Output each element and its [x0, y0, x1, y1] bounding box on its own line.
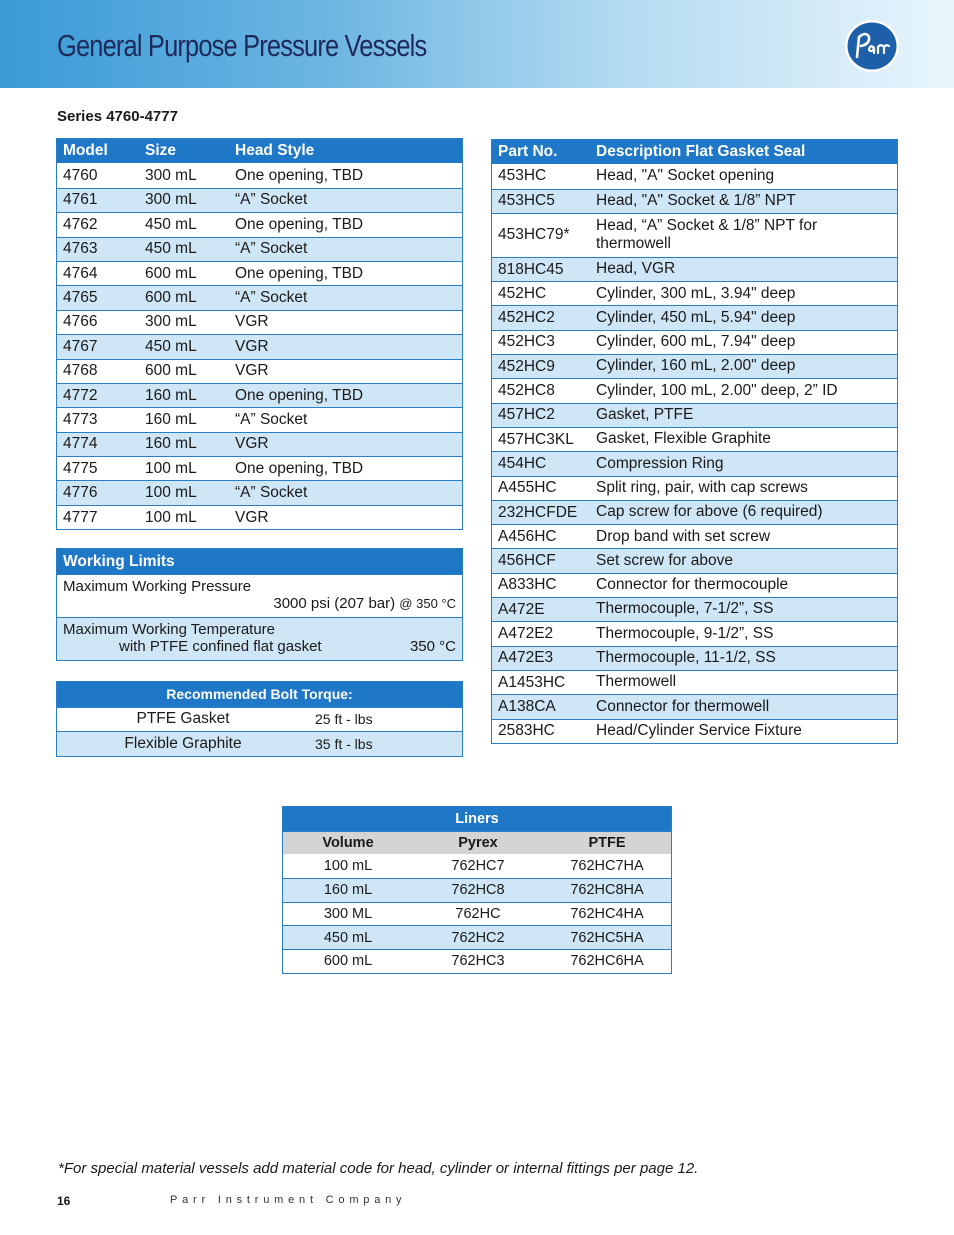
- bolt-gasket-type: Flexible Graphite: [124, 734, 242, 752]
- table-row: [57, 383, 462, 407]
- table-row: [57, 359, 462, 383]
- models-header-row: [57, 139, 462, 163]
- table-row: [57, 456, 462, 480]
- table-row: [492, 500, 897, 524]
- max-temperature-row: [57, 617, 462, 660]
- table-row: [492, 189, 897, 213]
- table-row: [57, 163, 462, 187]
- table-cell: Gasket, Flexible Graphite: [596, 430, 771, 448]
- table-row: [492, 213, 897, 257]
- table-cell: Gasket, PTFE: [596, 406, 694, 424]
- table-cell: 457HC2: [498, 406, 555, 424]
- table-row: [492, 451, 897, 475]
- liners-header: [283, 807, 671, 831]
- max-pressure-row: [57, 574, 462, 617]
- working-limits-header: [57, 549, 462, 574]
- table-row: [283, 878, 671, 902]
- table-row: [57, 480, 462, 504]
- table-cell: One opening, TBD: [235, 215, 364, 233]
- max-temperature-sub: with PTFE confined flat gasket: [119, 638, 322, 655]
- bolt-torque-value: 35 ft - lbs: [315, 735, 373, 752]
- table-cell: VGR: [235, 337, 269, 355]
- table-cell: Head/Cylinder Service Fixture: [596, 721, 802, 739]
- liners-column-row: [283, 831, 671, 855]
- table-cell: 762HC4HA: [570, 906, 644, 923]
- table-cell: 300 mL: [145, 313, 197, 331]
- table-cell: 600 mL: [145, 264, 197, 282]
- table-cell: Thermowell: [596, 673, 677, 691]
- column-header-ptfe: PTFE: [588, 835, 626, 852]
- table-cell: Cylinder, 300 mL, 3.94" deep: [596, 284, 796, 302]
- table-row: [57, 334, 462, 358]
- company-name: Parr Instrument Company: [170, 1194, 407, 1206]
- table-cell: Connector for thermowell: [596, 697, 770, 715]
- table-cell: “A” Socket: [235, 289, 308, 307]
- table-cell: “A” Socket: [235, 240, 308, 258]
- table-cell: 762HC8: [451, 882, 505, 899]
- table-cell: 4776: [63, 484, 98, 502]
- table-cell: Cap screw for above (6 required): [596, 503, 823, 521]
- table-cell: 452HC: [498, 284, 547, 302]
- table-row: [492, 646, 897, 670]
- table-cell: 452HC8: [498, 382, 555, 400]
- table-cell: Head, "A" Socket & 1/8” NPT: [596, 191, 796, 209]
- table-row: [57, 261, 462, 285]
- table-cell: 160 mL: [145, 410, 197, 428]
- table-row: [492, 694, 897, 718]
- table-row: [57, 407, 462, 431]
- max-temperature-label: Maximum Working Temperature: [63, 621, 276, 638]
- table-cell: 4772: [63, 386, 98, 404]
- table-cell: 453HC: [498, 167, 547, 185]
- table-cell: Head, VGR: [596, 260, 676, 278]
- bolt-torque-header: [57, 682, 462, 707]
- table-cell: 160 mL: [323, 882, 373, 899]
- table-row: [492, 524, 897, 548]
- table-cell: 762HC: [455, 906, 501, 923]
- table-cell: VGR: [235, 435, 269, 453]
- table-row: [57, 310, 462, 334]
- table-cell: 818HC45: [498, 260, 564, 278]
- table-cell: A455HC: [498, 479, 557, 497]
- table-cell: 4773: [63, 410, 98, 428]
- bolt-torque-table: [56, 681, 463, 757]
- table-row: [57, 212, 462, 236]
- table-cell: 762HC8HA: [570, 882, 644, 899]
- working-limits-title: Working Limits: [63, 552, 175, 570]
- table-cell: Thermocouple, 11-1/2, SS: [596, 648, 776, 666]
- table-cell: A472E2: [498, 624, 554, 642]
- table-cell: 450 mL: [145, 337, 197, 355]
- bolt-row-graphite: [57, 731, 462, 756]
- max-temperature-value: 350 °C: [409, 638, 456, 655]
- max-pressure-at: @ 350 °C: [399, 596, 456, 611]
- models-table-body: [57, 163, 462, 529]
- table-row: [492, 719, 897, 743]
- table-cell: 453HC5: [498, 192, 555, 210]
- table-cell: 453HC79*: [498, 226, 570, 244]
- table-cell: A472E: [498, 600, 545, 618]
- table-cell: 452HC9: [498, 357, 555, 375]
- table-cell: Cylinder, 100 mL, 2.00" deep, 2” ID: [596, 381, 838, 399]
- page-title: General Purpose Pressure Vessels: [57, 28, 427, 63]
- table-cell: 160 mL: [145, 435, 197, 453]
- table-cell: Cylinder, 600 mL, 7.94" deep: [596, 333, 796, 351]
- table-row: [57, 432, 462, 456]
- max-pressure-value: 3000 psi (207 bar): [273, 595, 396, 612]
- table-cell: Cylinder, 450 mL, 5.94" deep: [596, 308, 796, 326]
- table-cell: 762HC7: [451, 858, 505, 875]
- table-cell: 762HC7HA: [570, 858, 644, 875]
- table-row: [492, 378, 897, 402]
- table-row: [57, 505, 462, 529]
- column-header-description: Description Flat Gasket Seal: [596, 142, 806, 160]
- page-number: 16: [57, 1194, 71, 1208]
- table-row: [492, 164, 897, 188]
- table-row: [492, 403, 897, 427]
- table-row: [492, 427, 897, 451]
- footnote: *For special material vessels add material code for head, cylinder or internal fittings per page 12.: [58, 1160, 699, 1177]
- table-cell: 600 mL: [145, 362, 197, 380]
- table-cell: 160 mL: [145, 386, 197, 404]
- table-cell: Head, “A” Socket & 1/8” NPT for thermowell: [596, 216, 818, 253]
- table-cell: A138CA: [498, 697, 556, 715]
- table-cell: 456HCF: [498, 552, 556, 570]
- table-cell: 2583HC: [498, 722, 555, 740]
- table-cell: Connector for thermocouple: [596, 576, 789, 594]
- table-cell: “A” Socket: [235, 191, 308, 209]
- table-row: [283, 902, 671, 926]
- table-cell: 762HC3: [451, 953, 505, 970]
- table-cell: 100 mL: [145, 484, 197, 502]
- bolt-gasket-type: PTFE Gasket: [136, 710, 230, 728]
- table-cell: One opening, TBD: [235, 166, 364, 184]
- table-cell: A472E3: [498, 649, 554, 667]
- table-cell: 4775: [63, 459, 98, 477]
- table-cell: Thermocouple, 9-1/2”, SS: [596, 624, 774, 642]
- working-limits-table: [56, 548, 463, 661]
- table-row: [492, 573, 897, 597]
- table-cell: Head, "A" Socket opening: [596, 167, 775, 185]
- table-cell: 762HC5HA: [570, 929, 644, 946]
- table-row: [492, 305, 897, 329]
- table-cell: 4760: [63, 166, 98, 184]
- bolt-row-ptfe: [57, 707, 462, 732]
- table-cell: 450 mL: [323, 929, 373, 946]
- bolt-torque-value: 25 ft - lbs: [315, 711, 373, 728]
- table-cell: 452HC3: [498, 333, 555, 351]
- table-row: [283, 949, 671, 973]
- table-cell: “A” Socket: [235, 410, 308, 428]
- table-row: [492, 330, 897, 354]
- series-heading: Series 4760-4777: [57, 108, 178, 125]
- table-cell: 450 mL: [145, 240, 197, 258]
- table-cell: VGR: [235, 313, 269, 331]
- table-row: [492, 621, 897, 645]
- table-cell: 4761: [63, 191, 98, 209]
- table-cell: 4777: [63, 508, 98, 526]
- max-pressure-value-group: [273, 595, 456, 612]
- table-cell: 4763: [63, 240, 98, 258]
- column-header-pyrex: Pyrex: [458, 835, 498, 852]
- column-header-size: Size: [145, 142, 177, 160]
- table-cell: 600 mL: [145, 289, 197, 307]
- table-cell: VGR: [235, 508, 269, 526]
- table-cell: 4765: [63, 289, 98, 307]
- table-cell: 450 mL: [145, 215, 197, 233]
- table-row: [492, 257, 897, 281]
- table-row: [57, 237, 462, 261]
- table-row: [283, 925, 671, 949]
- table-row: [492, 597, 897, 621]
- parts-header-row: [492, 140, 897, 164]
- table-cell: 600 mL: [323, 953, 373, 970]
- table-cell: 300 mL: [145, 191, 197, 209]
- table-cell: 762HC2: [451, 929, 505, 946]
- table-cell: Set screw for above: [596, 551, 733, 569]
- table-row: [57, 188, 462, 212]
- table-row: [492, 476, 897, 500]
- table-row: [492, 670, 897, 694]
- table-cell: Drop band with set screw: [596, 527, 771, 545]
- table-cell: A833HC: [498, 576, 557, 594]
- column-header-head-style: Head Style: [235, 142, 315, 160]
- table-cell: 4766: [63, 313, 98, 331]
- column-header-model: Model: [63, 142, 108, 160]
- table-cell: 452HC2: [498, 309, 555, 327]
- parr-logo: [844, 19, 900, 73]
- liners-table: [282, 806, 672, 974]
- table-cell: 4768: [63, 362, 98, 380]
- table-cell: 4764: [63, 264, 98, 282]
- table-cell: One opening, TBD: [235, 264, 364, 282]
- column-header-part-no: Part No.: [498, 143, 558, 161]
- column-header-volume: Volume: [322, 835, 374, 852]
- table-row: [492, 548, 897, 572]
- table-cell: A1453HC: [498, 673, 566, 691]
- table-cell: 454HC: [498, 454, 547, 472]
- parts-table-body: [492, 164, 897, 743]
- table-cell: Compression Ring: [596, 454, 724, 472]
- table-row: [283, 854, 671, 878]
- table-row: [492, 281, 897, 305]
- table-cell: 4762: [63, 215, 98, 233]
- table-cell: 4767: [63, 337, 98, 355]
- liners-title: Liners: [455, 810, 499, 827]
- table-row: [492, 354, 897, 378]
- table-cell: One opening, TBD: [235, 386, 364, 404]
- table-cell: A456HC: [498, 527, 557, 545]
- liners-table-body: [283, 854, 671, 972]
- table-cell: 457HC3KL: [498, 430, 574, 448]
- parts-table: [491, 139, 898, 744]
- table-cell: 300 mL: [145, 166, 197, 184]
- table-cell: One opening, TBD: [235, 459, 364, 477]
- table-cell: “A” Socket: [235, 484, 308, 502]
- table-cell: 4774: [63, 435, 98, 453]
- table-cell: 100 mL: [145, 459, 197, 477]
- table-row: [57, 285, 462, 309]
- table-cell: 300 ML: [323, 906, 373, 923]
- header-banner: [0, 0, 954, 88]
- table-cell: Thermocouple, 7-1/2”, SS: [596, 600, 774, 618]
- table-cell: 100 mL: [323, 858, 373, 875]
- models-table: [56, 138, 463, 530]
- table-cell: 762HC6HA: [570, 953, 644, 970]
- table-cell: 232HCFDE: [498, 503, 578, 521]
- table-cell: 100 mL: [145, 508, 197, 526]
- table-cell: Split ring, pair, with cap screws: [596, 478, 808, 496]
- max-pressure-label: Maximum Working Pressure: [63, 578, 252, 595]
- table-cell: Cylinder, 160 mL, 2.00" deep: [596, 357, 796, 375]
- table-cell: VGR: [235, 362, 269, 380]
- bolt-torque-title: Recommended Bolt Torque:: [166, 686, 353, 703]
